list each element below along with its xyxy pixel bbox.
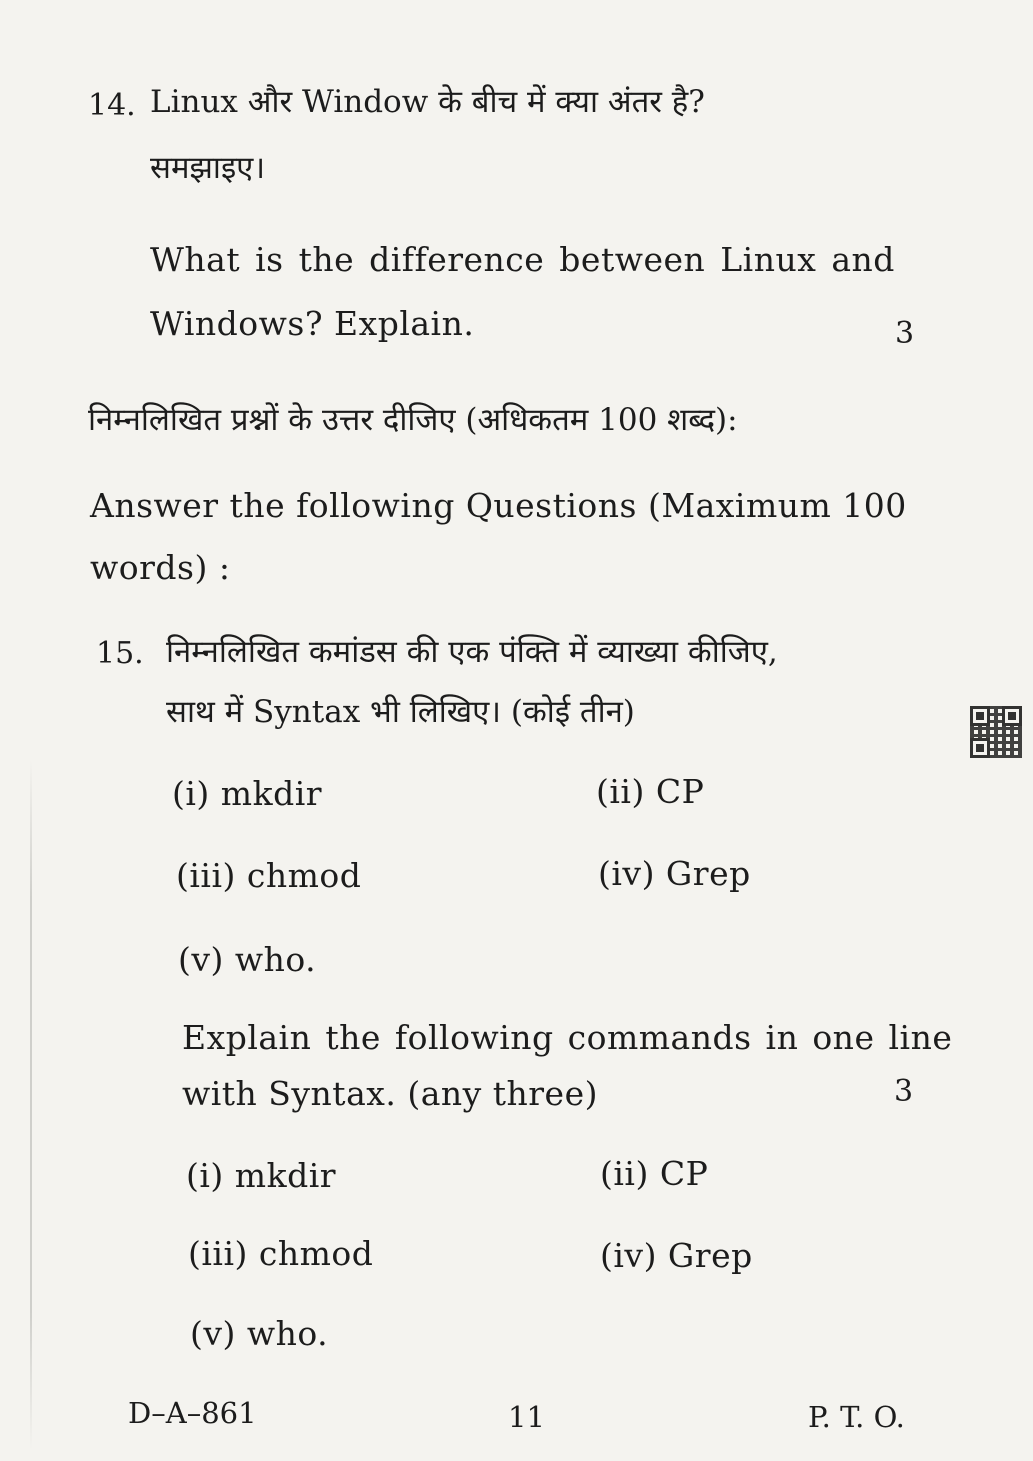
section-instruction-english-line1: Answer the following Questions (Maximum 100 xyxy=(90,486,907,525)
q15-hindi-line2: साथ में Syntax भी लिखिए। (कोई तीन) xyxy=(166,694,635,730)
q15-english-line1: Explain the following commands in one line xyxy=(182,1018,953,1057)
qr-code-icon xyxy=(970,706,1022,758)
q15-option-english-1: (i) mkdir xyxy=(186,1156,337,1195)
q15-number: 15. xyxy=(96,636,144,671)
q15-option-english-4: (iv) Grep xyxy=(600,1236,753,1275)
q15-option-english-2: (ii) CP xyxy=(600,1154,709,1193)
q15-option-hindi-5: (v) who. xyxy=(178,940,317,979)
section-instruction-english-line2: words) : xyxy=(90,548,231,587)
q15-marks: 3 xyxy=(894,1074,914,1109)
q15-option-hindi-1: (i) mkdir xyxy=(172,774,323,813)
q15-option-english-5: (v) who. xyxy=(190,1314,329,1353)
q14-hindi-line2: समझाइए। xyxy=(150,150,266,186)
q14-hindi-line1: Linux और Window के बीच में क्या अंतर है? xyxy=(150,84,705,120)
q14-english-line2: Windows? Explain. xyxy=(150,304,475,343)
paper-code: D–A–861 xyxy=(128,1396,257,1430)
page-number: 11 xyxy=(508,1400,545,1434)
section-instruction-hindi: निम्नलिखित प्रश्नों के उत्तर दीजिए (अधिकतम 100 शब्द): xyxy=(88,402,738,438)
q15-option-hindi-3: (iii) chmod xyxy=(176,856,362,895)
q15-english-line2: with Syntax. (any three) xyxy=(182,1074,598,1113)
q14-marks: 3 xyxy=(895,316,915,351)
q15-option-hindi-4: (iv) Grep xyxy=(598,854,751,893)
q15-option-hindi-2: (ii) CP xyxy=(596,772,705,811)
q14-number: 14. xyxy=(88,88,136,123)
scan-edge-shadow xyxy=(30,760,32,1450)
q14-english-line1: What is the difference between Linux and xyxy=(150,240,895,279)
q15-hindi-line1: निम्नलिखित कमांडस की एक पंक्ति में व्याख्या कीजिए, xyxy=(166,634,778,670)
please-turn-over: P. T. O. xyxy=(808,1400,905,1434)
q15-option-english-3: (iii) chmod xyxy=(188,1234,374,1273)
